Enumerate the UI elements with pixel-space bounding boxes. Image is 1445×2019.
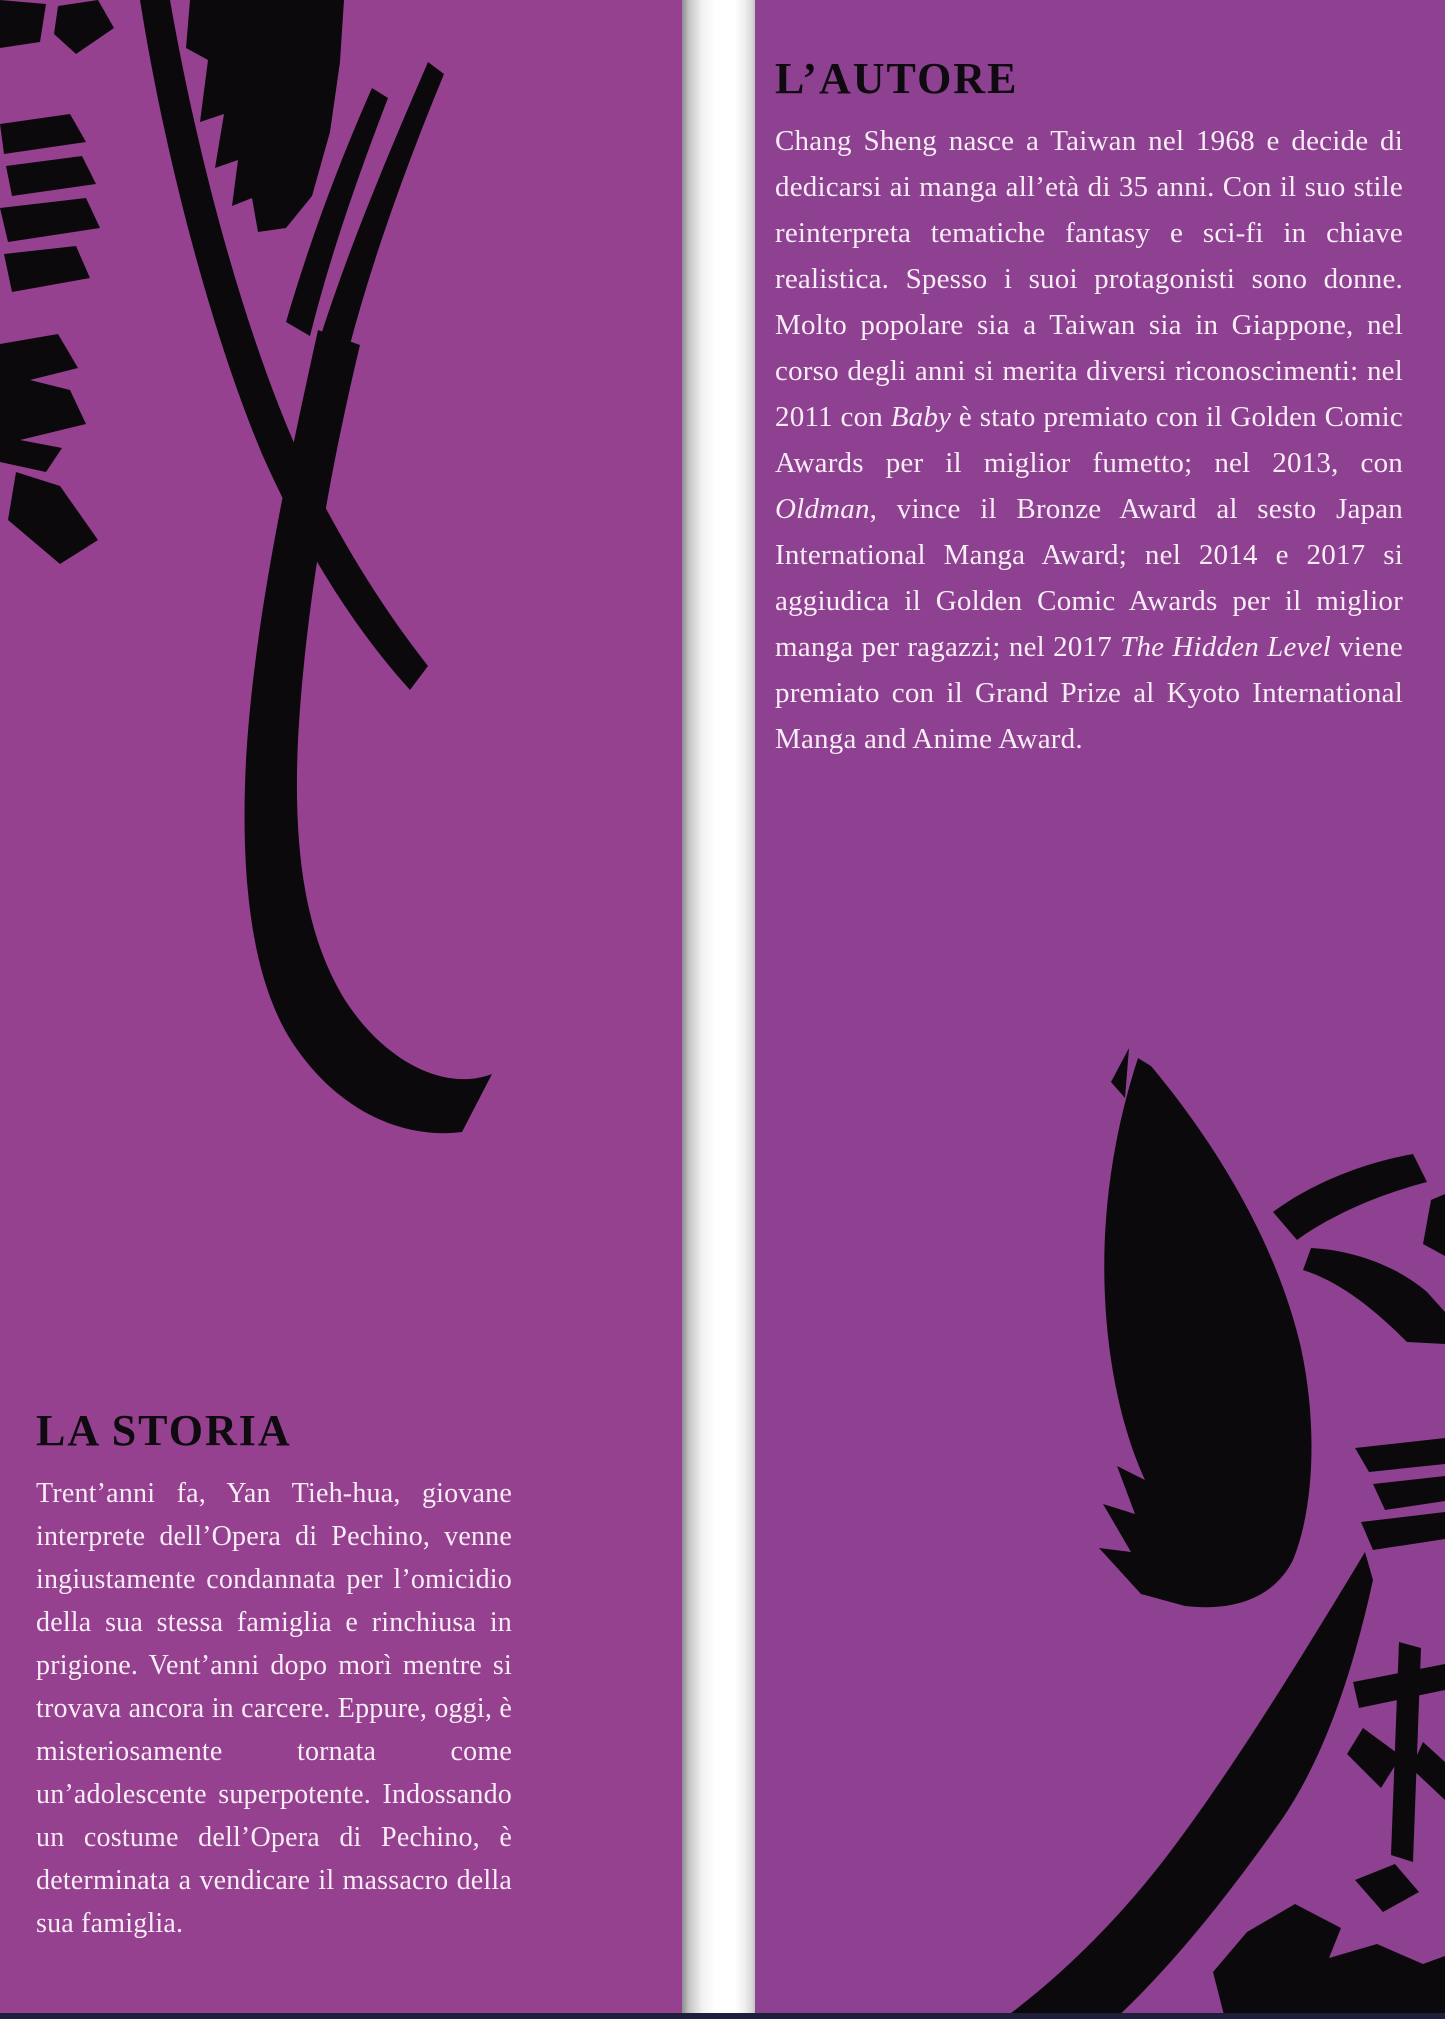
autore-text-segment: viene premiato con il Grand Prize al Kyoto International Manga and Anime Award. — [775, 631, 1403, 756]
autore-text-segment-italic: Baby — [890, 401, 952, 434]
left-column — [0, 0, 682, 2019]
autore-text-segment-italic: Oldman — [775, 493, 870, 526]
brush-calligraphy-top-left-icon — [0, 0, 682, 1200]
bottom-edge-bar — [0, 2013, 1445, 2019]
brush-calligraphy-bottom-right-icon — [755, 900, 1445, 2019]
right-column — [755, 0, 1445, 2019]
autore-text-segment: , vince il Bronze Award al sesto Japan International Manga Award; nel 2014 e 2017 si aggiudica il Golden Comic Awards per il miglior manga per ragazzi; nel 2017 — [775, 493, 1403, 664]
storia-body: Trent’anni fa, Yan Tieh-hua, giovane interprete dell’Opera di Pechino, venne ingiustamente condannata per l’omicidio della sua stessa famiglia e rinchiusa in prigione. Vent’anni dopo morì mentre si trovava ancora in carcere. Eppure, oggi, è misteriosamente tornata come un’adolescente superpotente. Indossando un costume dell’Opera di Pechino, è determinata a vendicare il massacro della sua famiglia. — [36, 1478, 512, 1940]
autore-text-segment: è stato premiato con il Golden Comic Awards per il miglior fumetto; nel 2013, con — [775, 401, 1403, 480]
autore-text-segment-italic: The Hidden Level — [1120, 631, 1331, 664]
storia-section — [36, 1408, 514, 1945]
autore-section — [775, 56, 1403, 762]
autore-text-segment: Chang Sheng nasce a Taiwan nel 1968 e decide di dedicarsi ai manga all’età di 35 anni. Con il suo stile reinterpreta tematiche fantasy e sci-fi in chiave realistica. Spesso i suoi protagonisti sono donne. Molto popolare sia a Taiwan sia in Giappone, nel corso degli anni si merita diversi riconoscimenti: nel 2011 con — [775, 125, 1403, 434]
autore-heading: L’AUTORE — [775, 54, 1019, 103]
autore-body — [775, 118, 1403, 762]
storia-heading: LA STORIA — [36, 1406, 292, 1455]
page-fold-spine — [682, 0, 755, 2019]
